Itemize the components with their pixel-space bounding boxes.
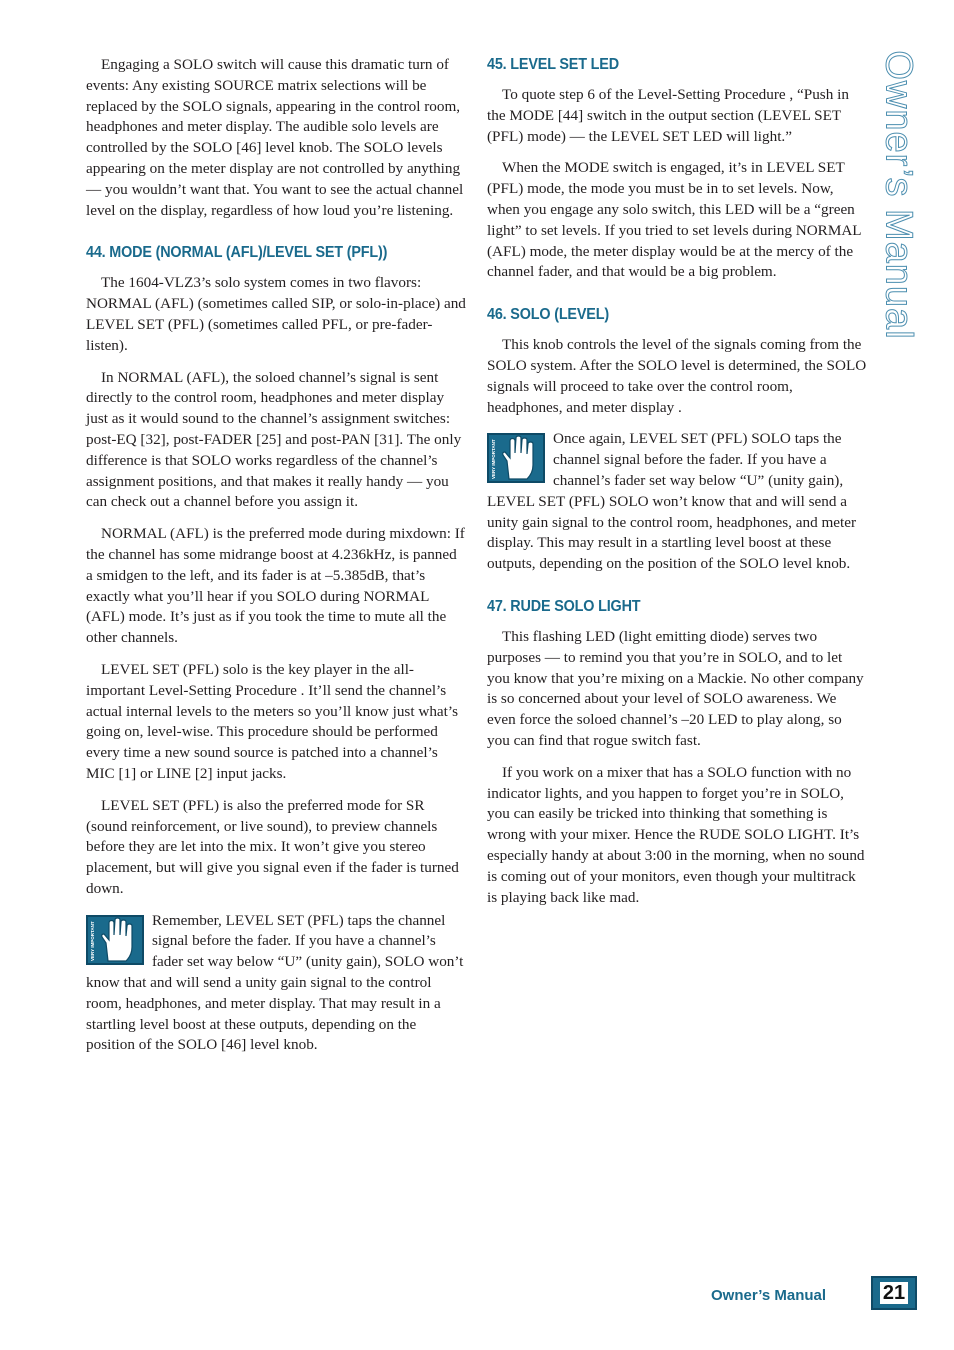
note-text: Remember, LEVEL SET (PFL) taps the channel signal before the fader. If you have a channel’s fader set way below “U” (unity gain), SOLO won’t know that and will send a unity gain signal to the control room, headphones, and meter display. That may result in a startling level boost at these outputs, depending on the position of the SOLO [46] level knob. <box>86 911 464 1054</box>
intro-paragraph: Engaging a SOLO switch will cause this dramatic turn of events: Any existing SOURCE matrix selections will be replaced by the SOLO signals, appearing in the control room, headphones and meter display. The audible solo levels are controlled by the SOLO [46] level knob. The SOLO levels appearing on the meter display are not controlled by anything — you wouldn’t want that. You want to see the actual channel level on the display, regardless of how loud you’re listening. <box>86 56 464 219</box>
paragraph: This flashing LED (light emitting diode) serves two purposes — to remind you that you’re in SOLO, and to let you know that you’re mixing on a Mackie. No other company is so concerned about your level of SOLO awareness. We even force the soloed channel’s –20 LED to play along, so you can find that rogue switch fast. <box>487 627 864 749</box>
section-heading-46: 46. SOLO (LEVEL) <box>487 306 609 324</box>
paragraph: NORMAL (AFL) is the preferred mode during mixdown: If the channel has some midrange boost at 4.236kHz, is panned a smidgen to the left, and its fader is at –5.385dB, that’s exactly what you’ll hear if you SOLO during NORMAL (AFL) mode. It’s just as if you took the time to mute all the other channels. <box>86 525 465 647</box>
paragraph: If you work on a mixer that has a SOLO function with no indicator lights, and you happen to forget you’re in SOLO, you can easily be tricked into thinking that something is wrong with your mixer. Hence the RUDE SOLO LIGHT. It’s especially handy at about 3:00 in the morning, when no sound is coming out of your monitors, even though your multitrack is playing back like mad. <box>487 763 865 906</box>
section-heading-45: 45. LEVEL SET LED <box>487 56 619 73</box>
section-heading-47: 47. RUDE SOLO LIGHT <box>487 597 641 615</box>
page-number <box>871 1276 917 1310</box>
paragraph: When the MODE switch is engaged, it’s in LEVEL SET (PFL) mode, the mode you must be in to set levels. Now, when you engage any solo switch, this LED will be a “green light” to set levels. If you tried to set levels during NORMAL (AFL) mode, the meter display would be at the mercy of the channel fader, and that would be a big problem. <box>487 159 861 281</box>
paragraph: LEVEL SET (PFL) is also the preferred mode for SR (sound reinforcement, or live sound), to preview channels before they are let into the mix. It won’t give you stereo placement, but will give you signal even if the fader is turned down. <box>86 796 459 897</box>
note-text: Once again, LEVEL SET (PFL) SOLO taps the channel signal before the fader. If you have a channel’s fader set way below “U” (unity gain), LEVEL SET (PFL) SOLO won’t know that and will send a unity gain signal to the control room, headphones, and meter display. This may result in a startling level boost at these outputs, depending on the position of the SOLO level knob. <box>487 430 857 573</box>
paragraph: To quote step 6 of the Level-Setting Procedure , “Push in the MODE [44] switch in the output section (LEVEL SET (PFL) mode) — the LEVEL SET LED will light.” <box>487 86 849 145</box>
page-number-text: 21 <box>880 1282 908 1304</box>
left-column <box>86 55 466 1067</box>
paragraph: The 1604-VLZ3’s solo system comes in two flavors: NORMAL (AFL) (sometimes called SIP, or solo-in-place) and LEVEL SET (PFL) (sometimes called PFL, or pre-fader-listen). <box>86 274 466 354</box>
side-title-text: Owner’s Manual <box>877 50 920 340</box>
right-column <box>487 55 867 919</box>
very-important-hand-icon <box>86 915 144 965</box>
side-title <box>877 50 920 340</box>
footer-label: Owner’s Manual <box>711 1287 827 1304</box>
very-important-note <box>86 911 466 1057</box>
svg-text:VERY IMPORTANT: VERY IMPORTANT <box>491 439 496 480</box>
section-heading-44: 44. MODE (NORMAL (AFL)/LEVEL SET (PFL)) <box>86 244 388 262</box>
paragraph: In NORMAL (AFL), the soloed channel’s signal is sent directly to the control room, headphones and meter display just as it would sound to the channel’s assignment switches: post-EQ [32], post-FADER [25] and post-PAN [31]. The only difference is that SOLO works regardless of the channel’s assignment positions, and that makes it really handy — you can check out a channel before you assign it. <box>86 368 462 511</box>
very-important-note <box>487 429 867 575</box>
paragraph: LEVEL SET (PFL) solo is the key player in the all-important Level-Setting Procedure . It’ll send the channel’s actual internal levels to the meters so you’ll know just what’s going on, level-wise. This procedure should be performed every time a new sound source is patched into a channel’s MIC [1] or LINE [2] input jacks. <box>86 660 459 782</box>
svg-text:VERY IMPORTANT: VERY IMPORTANT <box>90 921 95 961</box>
paragraph: This knob controls the level of the signals coming from the SOLO system. After the SOLO level is determined, the SOLO signals will proceed to take over the control room, headphones, and meter display . <box>487 336 867 416</box>
very-important-hand-icon <box>487 433 545 483</box>
